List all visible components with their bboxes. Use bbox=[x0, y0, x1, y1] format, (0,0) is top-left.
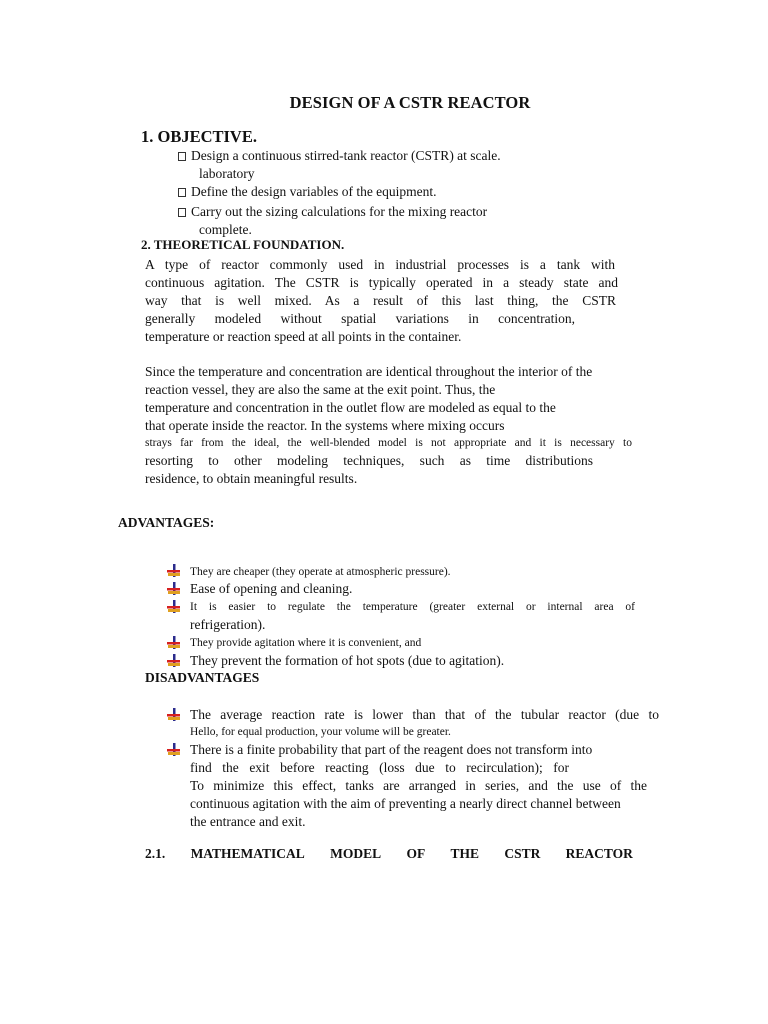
checkbox-icon bbox=[178, 188, 186, 197]
checkbox-icon bbox=[178, 208, 186, 217]
disadvantage-item-continuation: find the exit before reacting (loss due to recirculation); for bbox=[190, 760, 569, 775]
bullet-icon bbox=[167, 600, 181, 613]
paragraph-line: way that is well mixed. As a result of this last thing, the CSTR bbox=[145, 293, 616, 308]
paragraph-line: continuous agitation. The CSTR is typically operated in a steady state and bbox=[145, 275, 618, 290]
objective-item-text: Carry out the sizing calculations for the mixing reactor bbox=[191, 204, 488, 219]
bullet-icon bbox=[167, 654, 181, 667]
objective-item-text: Define the design variables of the equipment. bbox=[191, 184, 437, 199]
math-model-heading bbox=[145, 846, 633, 862]
bullet-icon bbox=[167, 636, 181, 649]
checkbox-icon bbox=[178, 152, 186, 161]
page-title: DESIGN OF A CSTR REACTOR bbox=[289, 93, 531, 112]
advantage-item: They are cheaper (they operate at atmospheric pressure). bbox=[190, 566, 451, 578]
disadvantage-item-continuation: the entrance and exit. bbox=[190, 814, 306, 829]
disadvantage-item: There is a finite probability that part of the reagent does not transform into bbox=[190, 742, 593, 757]
heading-word: 2.1. bbox=[145, 846, 166, 861]
heading-word: CSTR bbox=[504, 846, 541, 861]
disadvantage-item-continuation: Hello, for equal production, your volume will be greater. bbox=[190, 726, 451, 738]
objective-item-text: Design a continuous stirred-tank reactor (CSTR) at scale. bbox=[191, 148, 501, 163]
advantage-item: They prevent the formation of hot spots (due to agitation). bbox=[190, 653, 505, 668]
disadvantage-item-continuation: continuous agitation with the aim of preventing a nearly direct channel between bbox=[190, 796, 621, 811]
objective-item-continuation: laboratory bbox=[199, 166, 255, 181]
bullet-icon bbox=[167, 582, 181, 595]
bullet-icon bbox=[167, 743, 181, 756]
disadvantages-heading: DISADVANTAGES bbox=[145, 670, 260, 685]
advantage-item-continuation: refrigeration). bbox=[190, 617, 266, 632]
advantage-item: They provide agitation where it is convenient, and bbox=[190, 637, 422, 649]
advantages-heading: ADVANTAGES: bbox=[118, 515, 215, 530]
heading-word: OF bbox=[406, 846, 426, 861]
bullet-icon bbox=[167, 708, 181, 721]
heading-word: THE bbox=[450, 846, 480, 861]
paragraph-line: generally modeled without spatial variations in concentration, bbox=[145, 311, 575, 326]
theory-heading: 2. THEORETICAL FOUNDATION. bbox=[141, 237, 345, 252]
advantage-item: Ease of opening and cleaning. bbox=[190, 581, 353, 596]
heading-word: REACTOR bbox=[565, 846, 633, 861]
paragraph-line: resorting to other modeling techniques, such as time distributions bbox=[145, 453, 593, 468]
objective-item bbox=[178, 183, 437, 201]
objective-item bbox=[178, 147, 501, 165]
paragraph-line: that operate inside the reactor. In the systems where mixing occurs bbox=[145, 418, 505, 433]
objective-item bbox=[178, 203, 487, 221]
advantage-item: It is easier to regulate the temperature (greater external or internal area of bbox=[190, 601, 635, 613]
bullet-icon bbox=[167, 564, 181, 577]
disadvantage-item: The average reaction rate is lower than that of the tubular reactor (due to bbox=[190, 707, 659, 722]
paragraph-line: reaction vessel, they are also the same at the exit point. Thus, the bbox=[145, 382, 496, 397]
paragraph-line: A type of reactor commonly used in industrial processes is a tank with bbox=[145, 257, 615, 272]
heading-word: MODEL bbox=[330, 846, 382, 861]
objective-heading: 1. OBJECTIVE. bbox=[141, 127, 257, 146]
paragraph-line: Since the temperature and concentration are identical throughout the interior of the bbox=[145, 364, 593, 379]
paragraph-line: temperature and concentration in the outlet flow are modeled as equal to the bbox=[145, 400, 556, 415]
disadvantage-item-continuation: To minimize this effect, tanks are arranged in series, and the use of the bbox=[190, 778, 647, 793]
paragraph-line: residence, to obtain meaningful results. bbox=[145, 471, 358, 486]
heading-word: MATHEMATICAL bbox=[190, 846, 305, 861]
objective-item-continuation: complete. bbox=[199, 222, 252, 237]
paragraph-line: temperature or reaction speed at all points in the container. bbox=[145, 329, 462, 344]
paragraph-line: strays far from the ideal, the well-blended model is not appropriate and it is necessary to bbox=[145, 437, 632, 449]
